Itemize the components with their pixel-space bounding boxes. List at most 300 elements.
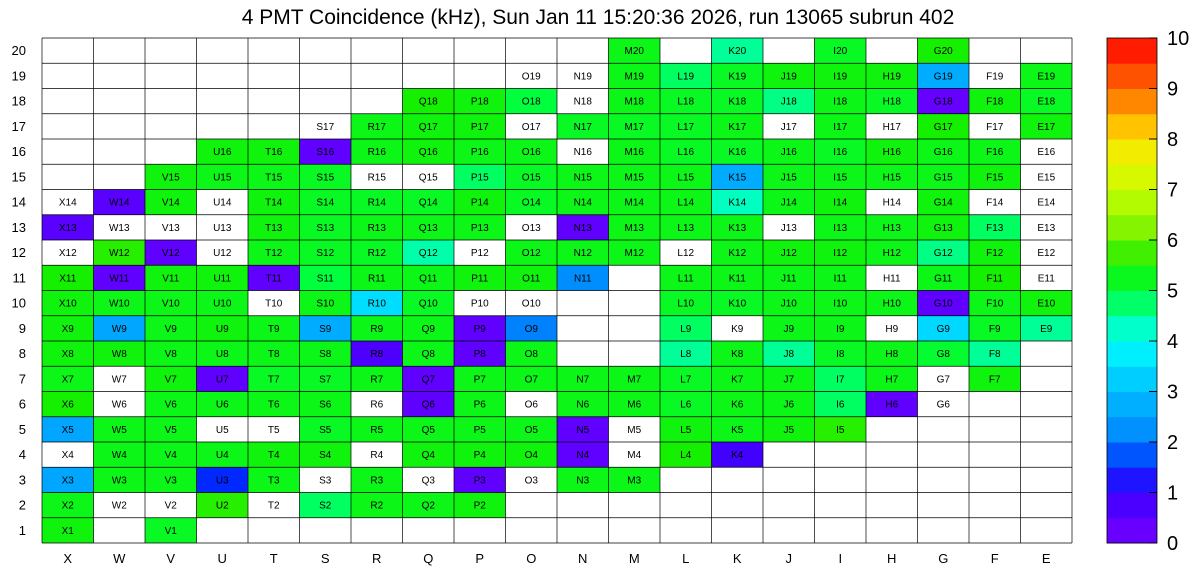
cell-label: X8 (61, 349, 74, 361)
cell-label: U12 (213, 248, 232, 260)
cell-label: H9 (885, 323, 899, 335)
cell-label: O11 (522, 273, 541, 285)
cell-label: H6 (885, 399, 899, 411)
cell-label: G19 (933, 71, 953, 83)
cell-label: P14 (470, 197, 489, 209)
cell-label: T6 (267, 399, 280, 411)
cell-label: P13 (470, 222, 489, 234)
chart-title: 4 PMT Coincidence (kHz), Sun Jan 11 15:20:36 2026, run 13065 subrun 402 (241, 6, 955, 29)
cell-label: W3 (111, 475, 127, 487)
cell-label: K7 (731, 374, 744, 386)
cell-label: V8 (164, 349, 177, 361)
cell-label: V1 (164, 525, 177, 537)
cell-label: L6 (680, 399, 692, 411)
cell-label: J12 (780, 248, 797, 260)
colorbar-band (1107, 467, 1157, 493)
cell-label: R5 (370, 424, 384, 436)
cell-label: U7 (215, 374, 229, 386)
cell-label: L18 (677, 96, 695, 108)
cell-label: N11 (573, 273, 592, 285)
cell-label: K19 (728, 71, 747, 83)
cell-label: U9 (215, 323, 229, 335)
cell-label: E12 (1037, 248, 1056, 260)
cell-label: U6 (215, 399, 229, 411)
cell-label: J16 (780, 147, 797, 159)
cell-label: I18 (833, 96, 848, 108)
cell-label: T15 (265, 172, 283, 184)
colorbar-tick-label: 9 (1167, 78, 1179, 101)
x-tick-label: G (938, 551, 949, 566)
colorbar-tick-label: 4 (1167, 331, 1179, 353)
cell-label: H17 (882, 121, 901, 133)
cell-label: P9 (473, 323, 486, 335)
cell-label: V4 (164, 450, 177, 462)
cell-label: E17 (1037, 121, 1056, 133)
cell-label: P3 (473, 475, 486, 487)
cell-label: U16 (213, 147, 232, 159)
x-tick-label: O (526, 551, 537, 566)
cell-label: J15 (780, 172, 797, 184)
cell-label: F18 (986, 96, 1004, 108)
y-tick-label: 12 (11, 245, 26, 261)
y-tick-label: 14 (11, 194, 26, 210)
cell-label: Q11 (419, 273, 438, 285)
x-tick-label: V (166, 551, 176, 566)
cell-label: H10 (882, 298, 901, 310)
cell-label: T12 (265, 248, 283, 260)
cell-label: G13 (933, 222, 953, 234)
y-tick-label: 18 (11, 93, 26, 109)
cell-label: M17 (624, 121, 644, 133)
cell-label: G12 (933, 248, 953, 260)
cell-label: T7 (267, 374, 280, 386)
colorbar-band (1107, 89, 1157, 115)
cell-label: X6 (61, 399, 74, 411)
cell-label: F19 (986, 71, 1004, 83)
cell-label: Q3 (421, 475, 435, 487)
cell-label: E10 (1037, 298, 1056, 310)
cell-label: G15 (933, 172, 953, 184)
cell-label: I15 (833, 172, 848, 184)
cell-label: U15 (213, 172, 232, 184)
cell-label: U11 (213, 273, 232, 285)
cell-label: L4 (680, 450, 692, 462)
cell-label: U10 (213, 298, 232, 310)
cell-label: P11 (471, 273, 489, 285)
y-tick-label: 4 (18, 447, 26, 463)
colorbar-band (1107, 341, 1157, 367)
colorbar-band (1107, 291, 1157, 317)
cell-label: J6 (783, 399, 795, 411)
x-tick-label: N (578, 551, 588, 566)
cell-label: K6 (731, 399, 744, 411)
cell-label: G11 (934, 273, 953, 285)
cell-label: P4 (473, 450, 486, 462)
colorbar-tick-label: 6 (1167, 230, 1179, 252)
cell-label: O4 (524, 450, 538, 462)
cell-label: K12 (728, 248, 747, 260)
cell-label: U2 (215, 500, 229, 512)
cell-label: P18 (470, 96, 489, 108)
cell-label: L9 (680, 323, 692, 335)
cell-label: Q9 (421, 323, 435, 335)
cell-label: G16 (933, 147, 953, 159)
y-tick-label: 1 (18, 522, 26, 538)
cell-label: M5 (627, 424, 642, 436)
cell-label: W6 (111, 399, 127, 411)
colorbar-band (1107, 493, 1157, 519)
cell-label: J17 (780, 121, 797, 133)
cell-label: R7 (370, 374, 384, 386)
cell-label: W11 (109, 273, 130, 285)
x-tick-label: I (838, 551, 843, 566)
cell-label: K13 (728, 222, 747, 234)
cell-label: V15 (161, 172, 180, 184)
cell-label: L11 (677, 273, 694, 285)
cell-label: G10 (933, 298, 953, 310)
colorbar-band (1107, 38, 1157, 64)
cell-label: G7 (936, 374, 950, 386)
cell-label: H14 (882, 197, 901, 209)
cell-label: V6 (164, 399, 177, 411)
cell-label: F7 (988, 374, 1001, 386)
cell-label: J9 (783, 323, 795, 335)
cell-label: K20 (728, 46, 747, 58)
cell-label: M4 (627, 450, 642, 462)
colorbar-band (1107, 442, 1157, 468)
cell-label: O6 (524, 399, 538, 411)
cell-label: T5 (267, 424, 280, 436)
cell-label: W2 (111, 500, 127, 512)
cell-label: S13 (316, 222, 335, 234)
cell-label: S17 (316, 121, 335, 133)
colorbar-band (1107, 392, 1157, 418)
cell-label: T8 (267, 349, 280, 361)
y-tick-label: 13 (11, 219, 26, 235)
cell-label: X3 (61, 475, 74, 487)
cell-label: F14 (986, 197, 1004, 209)
cell-label: R4 (370, 450, 384, 462)
cell-label: K11 (728, 273, 746, 285)
cell-label: S9 (319, 323, 332, 335)
x-tick-label: E (1041, 551, 1051, 566)
colorbar-band (1107, 164, 1157, 190)
cell-label: I11 (833, 273, 847, 285)
cell-label: S4 (319, 450, 332, 462)
cell-label: E18 (1037, 96, 1056, 108)
cell-label: W13 (108, 222, 130, 234)
cell-label: V13 (161, 222, 180, 234)
cell-label: T3 (267, 475, 280, 487)
cell-label: L17 (677, 121, 695, 133)
cell-label: T11 (265, 273, 282, 285)
cell-label: H7 (885, 374, 899, 386)
cell-label: R15 (367, 172, 386, 184)
cell-label: G9 (936, 323, 950, 335)
cell-label: G14 (933, 197, 953, 209)
cell-label: V9 (164, 323, 177, 335)
x-tick-label: K (732, 551, 742, 566)
cell-label: P8 (473, 349, 486, 361)
colorbar-band (1107, 139, 1157, 165)
cell-label: J10 (780, 298, 797, 310)
cell-label: S10 (316, 298, 335, 310)
cell-label: R14 (367, 197, 386, 209)
cell-label: S6 (319, 399, 332, 411)
y-tick-label: 9 (18, 320, 26, 336)
cell-label: E13 (1037, 222, 1056, 234)
cell-label: Q16 (418, 147, 438, 159)
colorbar-tick-label: 0 (1167, 533, 1179, 555)
x-tick-label: R (372, 551, 382, 566)
cell-label: J18 (780, 96, 797, 108)
cell-label: E9 (1040, 323, 1053, 335)
x-tick-label: S (320, 551, 330, 566)
x-tick-label: W (113, 551, 126, 566)
cell-label: J8 (783, 349, 795, 361)
cell-label: K8 (731, 349, 744, 361)
cell-label: T16 (265, 147, 283, 159)
x-tick-label: F (990, 551, 999, 566)
colorbar-band (1107, 417, 1157, 443)
cell-label: R13 (367, 222, 386, 234)
y-tick-label: 15 (11, 169, 26, 185)
cell-label: N16 (573, 147, 592, 159)
cell-label: T10 (265, 298, 283, 310)
cell-label: O16 (521, 147, 541, 159)
cell-label: N3 (576, 475, 590, 487)
colorbar-band (1107, 240, 1157, 266)
colorbar-tick-label: 5 (1167, 280, 1179, 303)
cell-label: I8 (836, 349, 845, 361)
cell-label: O12 (521, 248, 541, 260)
cell-label: Q8 (421, 349, 435, 361)
cell-label: U3 (215, 475, 229, 487)
cell-label: Q6 (421, 399, 435, 411)
cell-label: T2 (267, 500, 280, 512)
cell-label: E14 (1037, 197, 1056, 209)
cell-label: J11 (781, 273, 797, 285)
colorbar-band (1107, 518, 1157, 544)
cell-label: N18 (573, 96, 592, 108)
cell-label: G6 (936, 399, 950, 411)
y-tick-label: 8 (18, 346, 26, 362)
y-tick-label: 6 (18, 396, 26, 412)
cell-label: Q5 (421, 424, 435, 436)
cell-label: J14 (780, 197, 797, 209)
cell-label: R12 (367, 248, 386, 260)
cell-label: I12 (833, 248, 848, 260)
cell-label: P5 (473, 424, 486, 436)
colorbar-band (1107, 316, 1157, 342)
cell-label: N14 (573, 197, 592, 209)
cell-label: H8 (885, 349, 899, 361)
cell-label: K14 (728, 197, 747, 209)
cell-label: K9 (731, 323, 744, 335)
cell-label: V3 (164, 475, 177, 487)
cell-label: M15 (624, 172, 644, 184)
cell-label: K16 (728, 147, 747, 159)
cell-label: Q7 (421, 374, 435, 386)
cell-label: V12 (161, 248, 180, 260)
cell-label: R10 (367, 298, 386, 310)
cell-label: G17 (933, 121, 953, 133)
cell-label: I20 (833, 46, 848, 58)
cell-label: L14 (677, 197, 695, 209)
cell-label: S2 (319, 500, 332, 512)
cell-label: F13 (986, 222, 1004, 234)
cell-label: M12 (624, 248, 644, 260)
cell-label: J5 (783, 424, 795, 436)
cell-label: V11 (162, 273, 180, 285)
cell-label: S5 (319, 424, 332, 436)
cell-label: R6 (370, 399, 384, 411)
cell-label: N7 (576, 374, 590, 386)
cell-label: V5 (164, 424, 177, 436)
cell-label: P15 (470, 172, 489, 184)
y-tick-label: 11 (12, 270, 26, 286)
y-tick-label: 20 (11, 43, 26, 59)
cell-label: Q14 (418, 197, 438, 209)
cell-label: H11 (882, 273, 901, 285)
cell-label: H12 (882, 248, 901, 260)
cell-label: I6 (836, 399, 845, 411)
cell-label: P6 (473, 399, 486, 411)
cell-label: P17 (470, 121, 489, 133)
cell-label: O13 (521, 222, 541, 234)
y-tick-label: 5 (18, 421, 26, 437)
y-tick-label: 7 (18, 371, 26, 387)
cell-label: W14 (108, 197, 130, 209)
colorbar-tick-label: 2 (1167, 432, 1179, 454)
cell-label: E19 (1037, 71, 1056, 83)
cell-label: T4 (267, 450, 280, 462)
cell-label: I16 (833, 147, 848, 159)
colorbar-band (1107, 190, 1157, 216)
x-tick-label: P (475, 551, 485, 566)
cell-label: P12 (470, 248, 489, 260)
cell-label: I14 (833, 197, 848, 209)
cell-label: W7 (111, 374, 127, 386)
cell-label: I7 (836, 374, 845, 386)
cell-label: O9 (524, 323, 538, 335)
cell-label: S14 (316, 197, 335, 209)
cell-label: M19 (624, 71, 644, 83)
cell-label: L15 (677, 172, 695, 184)
cell-label: L13 (677, 222, 695, 234)
colorbar-band (1107, 265, 1157, 291)
cell-label: N5 (576, 424, 590, 436)
cell-label: R11 (367, 273, 386, 285)
cell-label: M14 (624, 197, 644, 209)
cell-label: V14 (161, 197, 180, 209)
cell-label: L12 (677, 248, 695, 260)
colorbar-band (1107, 215, 1157, 241)
cell-label: O8 (524, 349, 538, 361)
cell-label: S11 (316, 273, 334, 285)
cell-label: F9 (988, 323, 1001, 335)
cell-label: O15 (521, 172, 541, 184)
cell-label: X4 (61, 450, 74, 462)
cell-label: P2 (473, 500, 486, 512)
cell-label: X11 (59, 273, 77, 285)
cell-label: L8 (680, 349, 692, 361)
cell-label: Q15 (418, 172, 438, 184)
cell-label: S8 (319, 349, 332, 361)
cell-label: T9 (267, 323, 280, 335)
cell-label: E11 (1037, 273, 1055, 285)
cell-label: X9 (61, 323, 74, 335)
cell-label: H15 (882, 172, 901, 184)
cell-label: I19 (833, 71, 848, 83)
cell-label: R8 (370, 349, 384, 361)
cell-label: K4 (731, 450, 744, 462)
y-tick-label: 16 (11, 144, 26, 160)
cell-label: J7 (783, 374, 795, 386)
cell-label: W12 (108, 248, 130, 260)
cell-label: W5 (111, 424, 127, 436)
colorbar-tick-label: 3 (1167, 381, 1179, 404)
cell-label: X5 (61, 424, 74, 436)
cell-label: N13 (573, 222, 592, 234)
cell-label: O10 (521, 298, 541, 310)
y-tick-label: 3 (18, 472, 26, 488)
cell-label: O3 (524, 475, 538, 487)
cell-label: E16 (1037, 147, 1056, 159)
cell-label: Q18 (418, 96, 438, 108)
cell-label: H13 (882, 222, 901, 234)
cell-label: Q10 (418, 298, 438, 310)
cell-label: R17 (367, 121, 386, 133)
cell-label: N17 (573, 121, 592, 133)
cell-label: R2 (370, 500, 384, 512)
cell-label: M18 (624, 96, 644, 108)
colorbar-tick-label: 7 (1167, 179, 1179, 202)
cell-label: F17 (986, 121, 1004, 133)
cell-label: P16 (470, 147, 489, 159)
cell-label: S15 (316, 172, 335, 184)
cell-label: X1 (61, 525, 74, 537)
cell-label: Q4 (421, 450, 435, 462)
cell-label: G8 (936, 349, 950, 361)
cell-label: M13 (624, 222, 644, 234)
x-tick-label: U (217, 551, 227, 566)
cell-label: O5 (524, 424, 538, 436)
cell-label: F8 (988, 349, 1001, 361)
cell-label: K5 (731, 424, 744, 436)
cell-label: L19 (677, 71, 695, 83)
cell-label: M16 (624, 147, 644, 159)
cell-label: V2 (164, 500, 177, 512)
cell-label: P7 (473, 374, 486, 386)
x-tick-label: T (269, 551, 278, 566)
cell-label: N6 (576, 399, 590, 411)
colorbar-band (1107, 114, 1157, 140)
cell-label: G18 (933, 96, 953, 108)
cell-label: I5 (836, 424, 845, 436)
cell-label: Q13 (418, 222, 438, 234)
cell-label: W9 (111, 323, 127, 335)
colorbar-band (1107, 366, 1157, 392)
x-tick-label: Q (423, 551, 434, 566)
y-tick-label: 19 (11, 68, 26, 84)
colorbar-tick-label: 1 (1167, 482, 1179, 505)
cell-label: U5 (215, 424, 229, 436)
cell-label: M20 (624, 46, 644, 58)
cell-label: V10 (161, 298, 180, 310)
cell-label: U8 (215, 349, 229, 361)
cell-label: O14 (521, 197, 541, 209)
